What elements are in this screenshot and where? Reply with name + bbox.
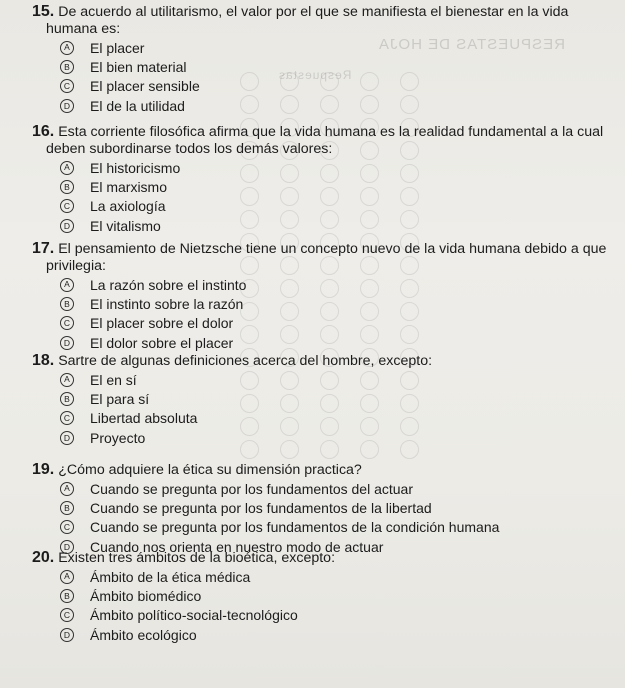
question-number: 20.	[32, 549, 55, 566]
option-text: Ámbito de la ética médica	[90, 568, 251, 585]
question-text	[32, 461, 615, 479]
option-letter-circle[interactable]: A	[60, 278, 74, 292]
option-text: El en sí	[90, 371, 137, 388]
option-letter-circle[interactable]: C	[60, 520, 74, 534]
question-line: De acuerdo al utilitarismo, el valor por el que se manifiesta el bienestar en la vida	[58, 4, 569, 20]
question-text-continued	[32, 21, 615, 38]
question-line: Existen tres ámbitos de la bioética, excepto:	[58, 550, 336, 566]
option-letter-circle[interactable]: A	[60, 570, 74, 584]
question-number: 19.	[32, 461, 55, 478]
option-b[interactable]	[32, 294, 615, 313]
question-16	[32, 123, 615, 236]
option-c[interactable]	[32, 606, 615, 625]
question-line: privilegia:	[46, 258, 106, 274]
option-text: Cuando nos orienta en nuestro modo de actuar	[90, 538, 384, 555]
option-text: Ámbito político-social-tecnológico	[90, 607, 298, 624]
option-letter-circle[interactable]: C	[60, 316, 74, 330]
option-text: La razón sobre el instinto	[90, 276, 247, 293]
option-d[interactable]	[32, 333, 615, 352]
question-line: ¿Cómo adquiere la ética su dimensión practica?	[58, 462, 362, 478]
question-text	[32, 240, 615, 258]
option-letter-circle[interactable]: C	[60, 79, 74, 93]
question-line: El pensamiento de Nietzsche tiene un concepto nuevo de la vida humana debido a que	[58, 241, 607, 257]
option-letter-circle[interactable]: D	[60, 431, 74, 445]
option-b[interactable]	[32, 586, 615, 605]
option-b[interactable]	[32, 177, 615, 196]
option-c[interactable]	[32, 409, 615, 428]
option-d[interactable]	[32, 96, 615, 115]
option-letter-circle[interactable]: B	[60, 501, 74, 515]
option-c[interactable]	[32, 314, 615, 333]
option-a[interactable]	[32, 370, 615, 389]
option-letter-circle[interactable]: D	[60, 336, 74, 350]
option-text: El vitalismo	[90, 217, 161, 234]
option-letter-circle[interactable]: D	[60, 219, 74, 233]
option-text: Cuando se pregunta por los fundamentos del actuar	[90, 480, 413, 497]
option-b[interactable]	[32, 389, 615, 408]
option-letter-circle[interactable]: C	[60, 199, 74, 213]
question-17	[32, 240, 615, 353]
question-line: deben subordinarse todos los demás valores:	[46, 141, 333, 157]
question-text	[32, 352, 615, 370]
question-text	[32, 549, 615, 567]
option-letter-circle[interactable]: A	[60, 41, 74, 55]
option-letter-circle[interactable]: B	[60, 60, 74, 74]
option-text: El historicismo	[90, 159, 181, 176]
option-text: Libertad absoluta	[90, 410, 198, 427]
bleed-through-subheading: Respuestas	[278, 68, 352, 82]
option-letter-circle[interactable]: A	[60, 482, 74, 496]
question-number: 15.	[32, 3, 55, 20]
option-text: El placer sobre el dolor	[90, 315, 234, 332]
option-text: El placer sensible	[90, 78, 200, 95]
question-text-continued	[32, 141, 615, 158]
option-a[interactable]	[32, 158, 615, 177]
option-c[interactable]	[32, 518, 615, 537]
question-15	[32, 3, 615, 116]
option-b[interactable]	[32, 498, 615, 517]
question-19	[32, 461, 615, 557]
option-text: El dolor sobre el placer	[90, 334, 234, 351]
option-text: El instinto sobre la razón	[90, 296, 244, 313]
option-letter-circle[interactable]: B	[60, 180, 74, 194]
option-c[interactable]	[32, 197, 615, 216]
option-b[interactable]	[32, 57, 615, 76]
option-letter-circle[interactable]: D	[60, 540, 74, 554]
option-c[interactable]	[32, 77, 615, 96]
question-text-continued	[32, 258, 615, 275]
question-line: Esta corriente filosófica afirma que la vida humana es la realidad fundamental a la cual	[58, 124, 604, 140]
option-letter-circle[interactable]: C	[60, 411, 74, 425]
question-20	[32, 549, 615, 645]
option-text: Ámbito biomédico	[90, 588, 202, 605]
question-line: Sartre de algunas definiciones acerca del hombre, excepto:	[58, 353, 433, 369]
option-text: El bien material	[90, 59, 187, 76]
option-text: El de la utilidad	[90, 97, 185, 114]
option-text: El marxismo	[90, 179, 168, 196]
option-a[interactable]	[32, 275, 615, 294]
option-text: Cuando se pregunta por los fundamentos de la libertad	[90, 500, 432, 517]
question-line: humana es:	[46, 21, 121, 37]
question-number: 16.	[32, 123, 55, 140]
option-letter-circle[interactable]: A	[60, 161, 74, 175]
bleed-through-heading: RESPUESTAS DE HOJA	[378, 36, 565, 53]
option-letter-circle[interactable]: A	[60, 373, 74, 387]
option-text: Cuando se pregunta por los fundamentos de la condición humana	[90, 519, 500, 536]
option-text: La axiología	[90, 198, 166, 215]
question-number: 17.	[32, 240, 55, 257]
option-letter-circle[interactable]: C	[60, 608, 74, 622]
option-text: Proyecto	[90, 429, 146, 446]
option-letter-circle[interactable]: D	[60, 99, 74, 113]
option-a[interactable]	[32, 479, 615, 498]
option-d[interactable]	[32, 428, 615, 447]
option-text: Ámbito ecológico	[90, 626, 197, 643]
option-letter-circle[interactable]: D	[60, 628, 74, 642]
option-letter-circle[interactable]: B	[60, 392, 74, 406]
option-text: El para sí	[90, 391, 150, 408]
option-letter-circle[interactable]: B	[60, 589, 74, 603]
option-a[interactable]	[32, 38, 615, 57]
option-d[interactable]	[32, 625, 615, 644]
option-letter-circle[interactable]: B	[60, 297, 74, 311]
option-text: El placer	[90, 39, 145, 56]
option-a[interactable]	[32, 567, 615, 586]
question-number: 18.	[32, 352, 55, 369]
option-d[interactable]	[32, 216, 615, 235]
question-text	[32, 3, 615, 21]
question-text	[32, 123, 615, 141]
question-18	[32, 352, 615, 448]
